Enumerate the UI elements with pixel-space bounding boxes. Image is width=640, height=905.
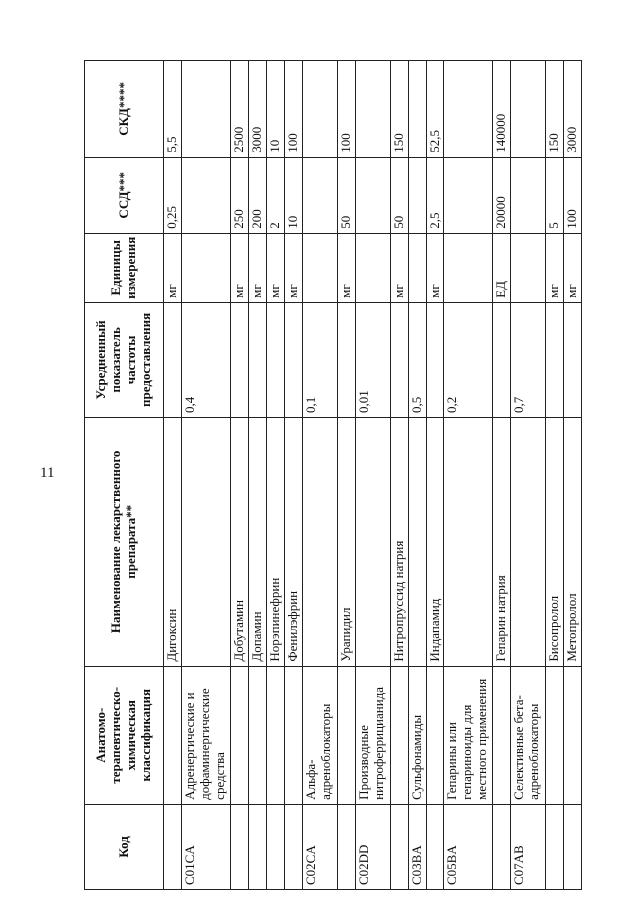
cell-unit: [408, 233, 426, 302]
cell-frequency: [337, 302, 355, 417]
table-row: [181, 61, 230, 890]
cell-ssd: [355, 157, 390, 233]
cell-drug: Урапидил: [337, 417, 355, 666]
cell-drug: Нитропруссид натрия: [390, 417, 408, 666]
cell-drug: [511, 417, 546, 666]
cell-frequency: 0,7: [511, 302, 546, 417]
table-header-row: [85, 61, 164, 890]
cell-atc: [390, 666, 408, 804]
header-drug: Наименование лекарственного препарата**: [85, 417, 164, 666]
cell-code: [564, 804, 582, 889]
header-frequency: Усредненный показатель частоты предоставления: [85, 302, 164, 417]
cell-ssd: 250: [230, 157, 248, 233]
cell-atc: [546, 666, 564, 804]
cell-atc: [266, 666, 284, 804]
header-unit: Единицы измерения: [85, 233, 164, 302]
cell-skd: [511, 61, 546, 158]
cell-code: C01CA: [181, 804, 230, 889]
cell-skd: [181, 61, 230, 158]
table-row: [390, 61, 408, 890]
cell-frequency: [284, 302, 302, 417]
page-number: 11: [40, 465, 55, 481]
cell-ssd: [181, 157, 230, 233]
cell-skd: 3000: [564, 61, 582, 158]
header-ssd: ССД***: [85, 157, 164, 233]
cell-drug: Метопролол: [564, 417, 582, 666]
table-row: [230, 61, 248, 890]
cell-code: [390, 804, 408, 889]
cell-unit: [181, 233, 230, 302]
table-row: [302, 61, 337, 890]
cell-drug: [302, 417, 337, 666]
cell-unit: мг: [266, 233, 284, 302]
cell-ssd: 100: [564, 157, 582, 233]
cell-ssd: [444, 157, 493, 233]
table-row: [511, 61, 546, 890]
table-row: [355, 61, 390, 890]
cell-drug: Бисопролол: [546, 417, 564, 666]
table-row: [164, 61, 182, 890]
cell-drug: Индапамид: [426, 417, 444, 666]
cell-atc: [230, 666, 248, 804]
cell-skd: 2500: [230, 61, 248, 158]
cell-drug: Норэпинефрин: [266, 417, 284, 666]
cell-frequency: [564, 302, 582, 417]
cell-unit: мг: [164, 233, 182, 302]
table-row: [284, 61, 302, 890]
cell-skd: [355, 61, 390, 158]
cell-ssd: 50: [337, 157, 355, 233]
cell-code: [248, 804, 266, 889]
cell-frequency: [248, 302, 266, 417]
cell-drug: [444, 417, 493, 666]
cell-drug: [355, 417, 390, 666]
cell-drug: [181, 417, 230, 666]
cell-atc: Гепарины или гепариноиды для местного применения: [444, 666, 493, 804]
cell-unit: ЕД: [493, 233, 511, 302]
header-skd: СКД****: [85, 61, 164, 158]
cell-code: [230, 804, 248, 889]
rotated-table-sheet: [84, 60, 608, 890]
table-row: [444, 61, 493, 890]
cell-frequency: 0,4: [181, 302, 230, 417]
cell-ssd: 200: [248, 157, 266, 233]
cell-atc: [426, 666, 444, 804]
cell-skd: 100: [284, 61, 302, 158]
cell-atc: [493, 666, 511, 804]
cell-unit: мг: [248, 233, 266, 302]
cell-drug: [408, 417, 426, 666]
cell-unit: [444, 233, 493, 302]
cell-code: [426, 804, 444, 889]
cell-code: [546, 804, 564, 889]
header-atc: Анатомо-терапевтическо-химическая классификация: [85, 666, 164, 804]
drug-table: [84, 60, 582, 890]
cell-atc: Сульфонамиды: [408, 666, 426, 804]
cell-skd: 150: [390, 61, 408, 158]
cell-drug: Фенилэфрин: [284, 417, 302, 666]
cell-drug: Добутамин: [230, 417, 248, 666]
cell-frequency: 0,2: [444, 302, 493, 417]
cell-unit: мг: [564, 233, 582, 302]
cell-ssd: 10: [284, 157, 302, 233]
cell-frequency: [390, 302, 408, 417]
cell-frequency: [426, 302, 444, 417]
cell-code: C05BA: [444, 804, 493, 889]
cell-frequency: [230, 302, 248, 417]
cell-frequency: [546, 302, 564, 417]
cell-skd: 150: [546, 61, 564, 158]
cell-skd: [408, 61, 426, 158]
cell-ssd: [408, 157, 426, 233]
cell-code: C02CA: [302, 804, 337, 889]
cell-unit: мг: [337, 233, 355, 302]
table-row: [408, 61, 426, 890]
table-row: [426, 61, 444, 890]
cell-atc: [337, 666, 355, 804]
cell-ssd: 5: [546, 157, 564, 233]
cell-atc: [248, 666, 266, 804]
cell-code: C07AB: [511, 804, 546, 889]
cell-skd: 3000: [248, 61, 266, 158]
cell-code: [266, 804, 284, 889]
cell-unit: мг: [426, 233, 444, 302]
cell-code: C02DD: [355, 804, 390, 889]
cell-skd: 100: [337, 61, 355, 158]
cell-ssd: [511, 157, 546, 233]
cell-code: [493, 804, 511, 889]
cell-code: [284, 804, 302, 889]
cell-unit: мг: [390, 233, 408, 302]
cell-ssd: 2: [266, 157, 284, 233]
cell-drug: Гепарин натрия: [493, 417, 511, 666]
cell-frequency: 0,1: [302, 302, 337, 417]
cell-skd: 5,5: [164, 61, 182, 158]
cell-ssd: 50: [390, 157, 408, 233]
table-row: [564, 61, 582, 890]
cell-frequency: 0,01: [355, 302, 390, 417]
cell-ssd: 2,5: [426, 157, 444, 233]
cell-frequency: [493, 302, 511, 417]
cell-unit: мг: [546, 233, 564, 302]
cell-ssd: [302, 157, 337, 233]
table-row: [493, 61, 511, 890]
cell-skd: 52,5: [426, 61, 444, 158]
cell-atc: Адренергические и дофаминергические средства: [181, 666, 230, 804]
cell-atc: Селективные бета-адреноблокаторы: [511, 666, 546, 804]
cell-skd: [302, 61, 337, 158]
table-row: [266, 61, 284, 890]
cell-unit: [511, 233, 546, 302]
cell-ssd: 20000: [493, 157, 511, 233]
cell-drug: Допамин: [248, 417, 266, 666]
cell-frequency: [266, 302, 284, 417]
cell-skd: 10: [266, 61, 284, 158]
cell-unit: мг: [284, 233, 302, 302]
cell-frequency: 0,5: [408, 302, 426, 417]
table-row: [337, 61, 355, 890]
cell-unit: [302, 233, 337, 302]
cell-atc: Производные нитроферрицианида: [355, 666, 390, 804]
cell-atc: [164, 666, 182, 804]
cell-atc: Альфа-адреноблокаторы: [302, 666, 337, 804]
table-row: [248, 61, 266, 890]
cell-skd: [444, 61, 493, 158]
cell-atc: [284, 666, 302, 804]
cell-code: C03BA: [408, 804, 426, 889]
cell-code: [164, 804, 182, 889]
header-code: Код: [85, 804, 164, 889]
table-row: [546, 61, 564, 890]
cell-drug: Дигоксин: [164, 417, 182, 666]
cell-ssd: 0,25: [164, 157, 182, 233]
cell-frequency: [164, 302, 182, 417]
cell-code: [337, 804, 355, 889]
cell-unit: [355, 233, 390, 302]
cell-atc: [564, 666, 582, 804]
cell-unit: мг: [230, 233, 248, 302]
cell-skd: 140000: [493, 61, 511, 158]
